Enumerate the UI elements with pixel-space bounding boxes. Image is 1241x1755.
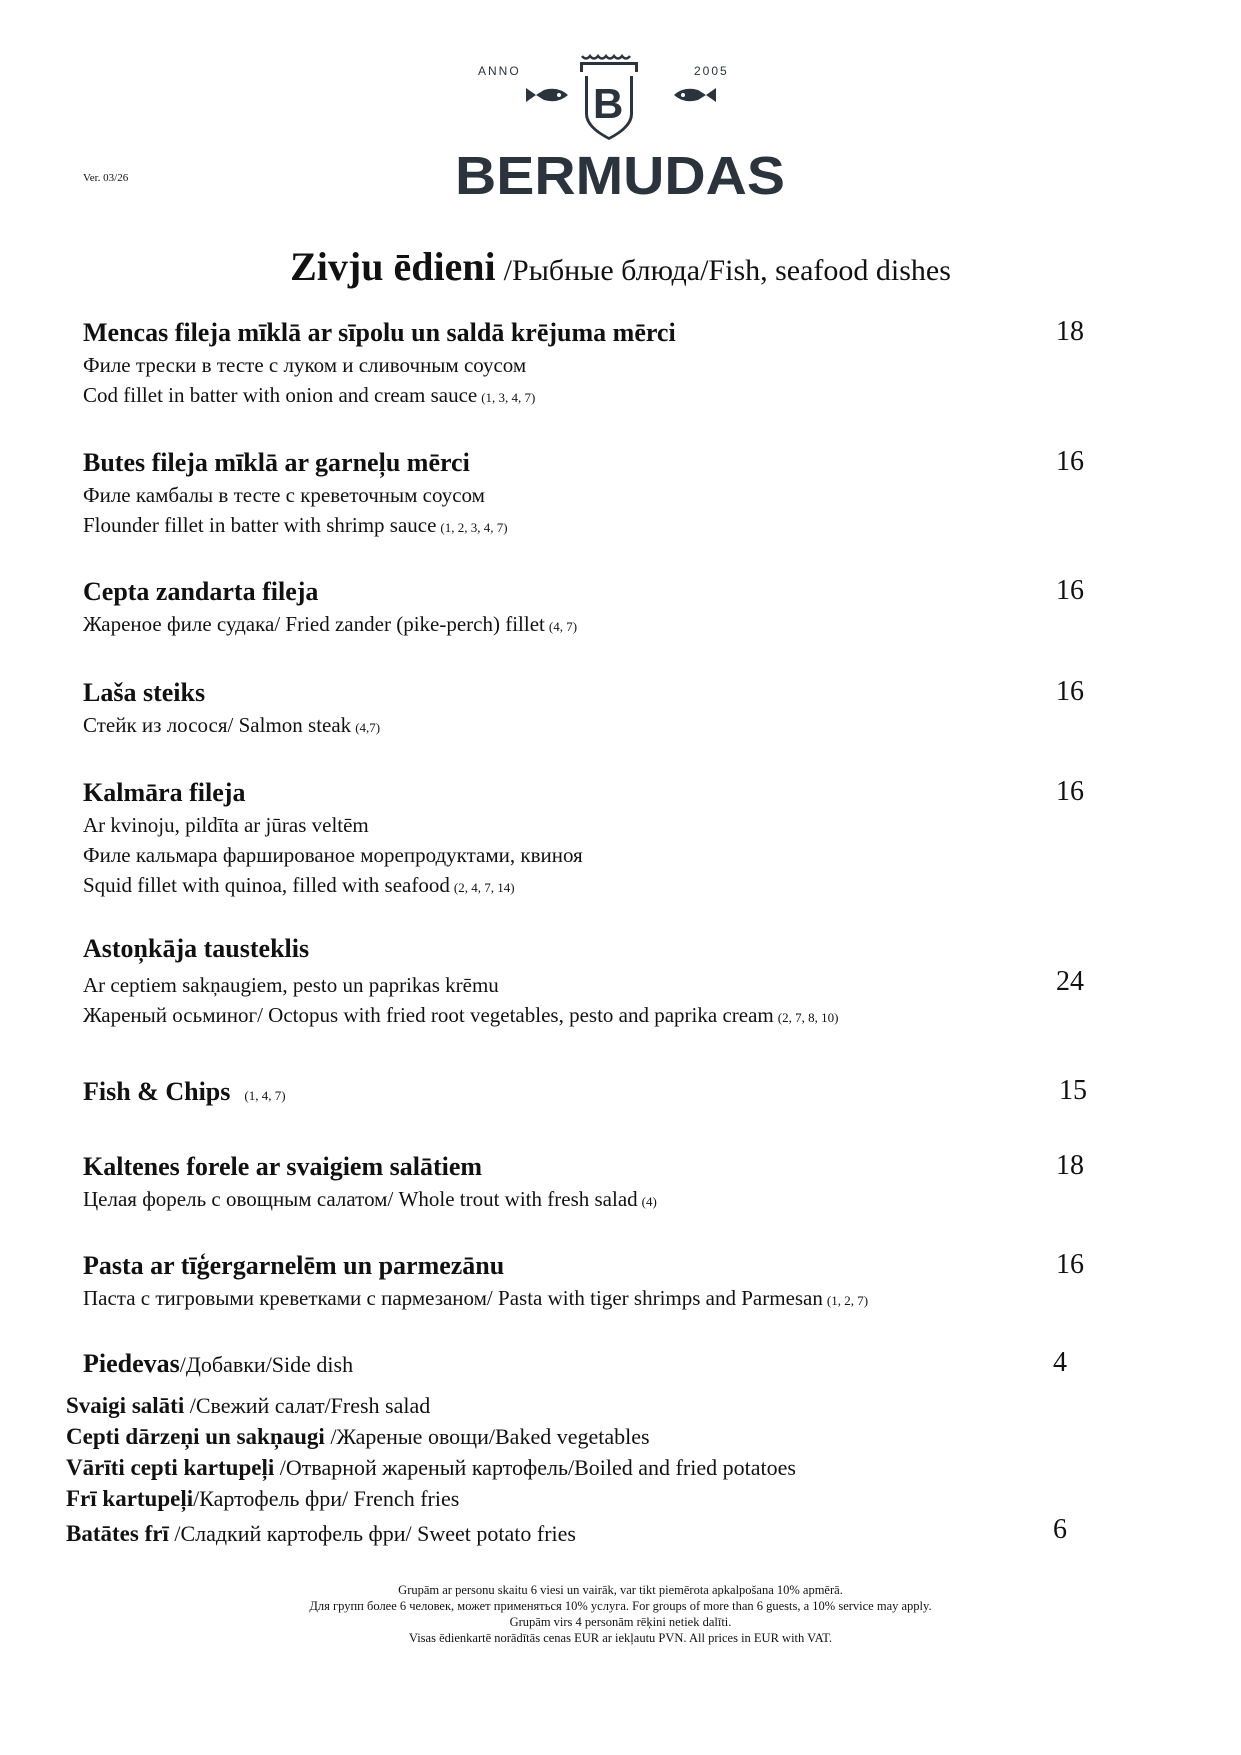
dish-price: 16	[1056, 1249, 1084, 1280]
logo-wordmark: BERMUDAS	[456, 146, 785, 202]
side-item: Vārīti cepti kartupeļi /Отварной жареный картофель/Boiled and fried potatoes	[66, 1455, 796, 1480]
dish-name: Fish & Chips (1, 4, 7)	[83, 1077, 286, 1106]
svg-text:ANNO: ANNO	[478, 64, 521, 78]
dish-description: Паста с тигровыми креветками с пармезаном/ Pasta with tiger shrimps and Parmesan (1, 2, 7)	[83, 1286, 869, 1310]
dish-description: Стейк из лосося/ Salmon steak (4,7)	[83, 713, 381, 737]
footer-line: Grupām ar personu skaitu 6 viesi un vairāk, var tikt piemērota apkalpošana 10% apmērā.	[398, 1583, 843, 1597]
svg-text:2005: 2005	[694, 64, 729, 78]
dish-name: Pasta ar tīģergarnelēm un parmezānu	[83, 1251, 505, 1280]
dish-price: 18	[1056, 316, 1084, 347]
allergens: (1, 3, 4, 7)	[481, 390, 536, 405]
dish-description: Жареное филе судака/ Fried zander (pike-perch) fillet (4, 7)	[83, 612, 578, 636]
dish-description: Ar ceptiem sakņaugiem, pesto un paprikas krēmu	[83, 973, 499, 997]
section-title	[0, 243, 1241, 290]
menu-item	[83, 1249, 1103, 1316]
dish-price: 24	[1056, 966, 1084, 997]
sides-title-sub: /Добавки/Side dish	[179, 1352, 354, 1377]
version-label: Ver. 03/26	[83, 172, 129, 184]
dish-price: 16	[1056, 676, 1084, 707]
allergens: (1, 2, 7)	[826, 1293, 869, 1308]
dish-description: Flounder fillet in batter with shrimp sauce (1, 2, 3, 4, 7)	[83, 513, 508, 537]
sides-title-lv: Piedevas	[83, 1349, 180, 1378]
allergens: (1, 4, 7)	[244, 1088, 286, 1103]
footer-line: Для групп более 6 человек, может применяться 10% услуга. For groups of more than 6 guests, a 10% service may apply.	[309, 1599, 932, 1613]
allergens: (2, 7, 8, 10)	[777, 1010, 839, 1025]
dish-description: Филе камбалы в тесте с креветочным соусом	[83, 483, 485, 507]
dish-name: Kaltenes forele ar svaigiem salātiem	[83, 1152, 483, 1181]
dish-description: Филе трески в тесте с луком и сливочным соусом	[83, 353, 527, 377]
menu-item	[83, 575, 1103, 642]
dish-price: 16	[1056, 446, 1084, 477]
menu-item	[83, 932, 1103, 1033]
section-title-sub: /Рыбные блюда/Fish, seafood dishes	[503, 254, 951, 287]
footer-line: Grupām virs 4 personām rēķini netiek dalīti.	[509, 1615, 732, 1629]
dish-price: 16	[1056, 776, 1084, 807]
allergens: (4)	[641, 1194, 657, 1209]
dish-description: Жареный осьминог/ Octopus with fried root vegetables, pesto and paprika cream (2, 7, 8, 10)	[83, 1003, 839, 1027]
dish-name: Cepta zandarta fileja	[83, 577, 319, 606]
allergens: (4, 7)	[548, 619, 578, 634]
menu-item	[83, 1150, 1103, 1217]
menu-item	[83, 1075, 1103, 1113]
dish-description: Филе кальмара фаршированое морепродуктами, квиноя	[83, 843, 583, 867]
side-item: Svaigi salāti /Свежий салат/Fresh salad	[66, 1393, 431, 1418]
side-item: Frī kartupeļi/Картофель фри/ French fries	[66, 1486, 460, 1511]
side-item: Cepti dārzeņi un sakņaugi /Жареные овощи/Baked vegetables	[66, 1424, 650, 1449]
bermudas-logo	[456, 52, 786, 202]
dish-price: 15	[1059, 1075, 1087, 1106]
dish-description: Ar kvinoju, pildīta ar jūras veltēm	[83, 813, 369, 837]
allergens: (4,7)	[355, 720, 381, 735]
footer-line: Visas ēdienkartē norādītās cenas EUR ar iekļautu PVN. All prices in EUR with VAT.	[408, 1631, 833, 1645]
side-item: Batātes frī /Сладкий картофель фри/ Sweet potato fries	[66, 1521, 576, 1546]
footer-notes	[0, 1582, 1241, 1646]
dish-name: Laša steiks	[83, 678, 206, 707]
allergens: (2, 4, 7, 14)	[453, 880, 515, 895]
dish-price: 18	[1056, 1150, 1084, 1181]
dish-name: Kalmāra fileja	[83, 778, 246, 807]
dish-name: Astoņkāja tausteklis	[83, 934, 310, 963]
menu-item	[83, 446, 1103, 543]
sides-price: 4	[1053, 1347, 1067, 1378]
allergens: (1, 2, 3, 4, 7)	[440, 520, 508, 535]
dish-price: 16	[1056, 575, 1084, 606]
menu-item	[83, 776, 1103, 903]
sides-heading	[83, 1347, 1103, 1381]
logo-crest-icon	[456, 52, 786, 202]
section-title-lv: Zivju ēdieni	[290, 244, 496, 289]
menu-item	[83, 676, 1103, 743]
dish-description: Cod fillet in batter with onion and cream sauce (1, 3, 4, 7)	[83, 383, 536, 407]
menu-item	[83, 316, 1103, 413]
side-item-price: 6	[1053, 1514, 1067, 1545]
dish-description: Целая форель с овощным салатом/ Whole trout with fresh salad (4)	[83, 1187, 657, 1211]
dish-description: Squid fillet with quinoa, filled with seafood (2, 4, 7, 14)	[83, 873, 515, 897]
svg-text:B: B	[593, 80, 624, 127]
dish-name: Mencas fileja mīklā ar sīpolu un saldā krējuma mērci	[83, 318, 676, 347]
dish-name: Butes fileja mīklā ar garneļu mērci	[83, 448, 470, 477]
